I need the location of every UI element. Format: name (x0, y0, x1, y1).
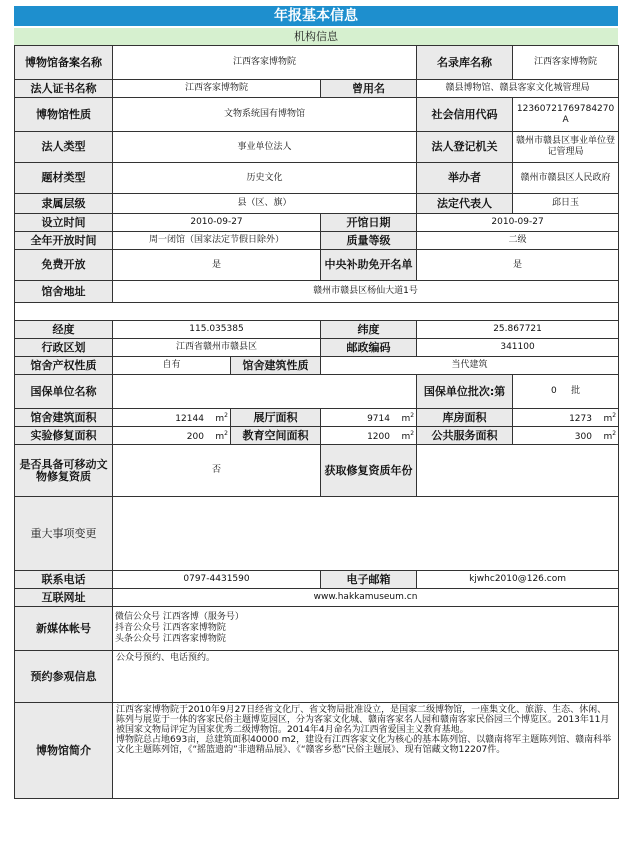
label-website: 互联网址 (15, 589, 113, 607)
label-affiliation-level: 隶属层级 (15, 194, 113, 214)
label-legal-registry: 法人登记机关 (417, 132, 513, 163)
area-unit: m (215, 414, 225, 424)
value-theme-type: 历史文化 (113, 163, 417, 194)
table-row (15, 409, 619, 427)
label-property-nature: 馆舍产权性质 (15, 357, 113, 375)
value-exhibit-area (321, 409, 417, 427)
value-storage-area (513, 409, 619, 427)
batch-unit: 批 (571, 386, 581, 396)
table-row (15, 214, 619, 232)
label-theme-type: 题材类型 (15, 163, 113, 194)
table-row (15, 445, 619, 497)
value-former-name: 赣县博物馆、赣县客家文化城管理局 (417, 80, 619, 98)
value-intro (113, 703, 619, 799)
page-title: 年报基本信息 (14, 6, 618, 26)
table-row (15, 357, 619, 375)
label-intro: 博物馆简介 (15, 703, 113, 799)
label-restore-year: 获取修复资质年份 (321, 445, 417, 497)
area-unit-sup: 2 (410, 412, 415, 419)
value-public-area (513, 427, 619, 445)
value-national-unit-name (113, 375, 417, 409)
table-row (15, 703, 619, 799)
value-national-unit-batch (513, 375, 619, 409)
value-latitude: 25.867721 (417, 321, 619, 339)
value-opening-date: 2010-09-27 (417, 214, 619, 232)
label-exhibit-area: 展厅面积 (231, 409, 321, 427)
label-legal-rep: 法定代表人 (417, 194, 513, 214)
label-restore-qual: 是否具备可移动文物修复资质 (15, 445, 113, 497)
exhibit-area-number: 9714 (367, 414, 390, 424)
label-address: 馆舍地址 (15, 281, 113, 303)
table-row (15, 98, 619, 132)
value-quality-grade: 二级 (417, 232, 619, 250)
media-account-wechat: 微信公众号 江西客博（服务号） (115, 612, 244, 622)
value-building-nature: 当代建筑 (321, 357, 619, 375)
table-row (15, 651, 619, 703)
label-admin-division: 行政区划 (15, 339, 113, 357)
value-admin-division: 江西省赣州市赣县区 (113, 339, 321, 357)
value-credit-code: 12360721769784270A (513, 98, 619, 132)
table-row (15, 375, 619, 409)
batch-number: 0 (551, 386, 557, 396)
label-national-unit-name: 国保单位名称 (15, 375, 113, 409)
table-row (15, 194, 619, 214)
table-row (15, 250, 619, 281)
value-major-changes (113, 497, 619, 571)
label-legal-cert-name: 法人证书名称 (15, 80, 113, 98)
value-museum-nature: 文物系统国有博物馆 (113, 98, 417, 132)
label-directory-name: 名录库名称 (417, 46, 513, 80)
label-edu-area: 教育空间面积 (231, 427, 321, 445)
area-unit-sup: 2 (612, 430, 617, 437)
label-open-time: 全年开放时间 (15, 232, 113, 250)
value-legal-cert-name: 江西客家博物院 (113, 80, 321, 98)
value-property-nature: 自有 (113, 357, 231, 375)
label-building-nature: 馆舍建筑性质 (231, 357, 321, 375)
label-storage-area: 库房面积 (417, 409, 513, 427)
table-row (15, 46, 619, 80)
value-organizer: 赣州市赣县区人民政府 (513, 163, 619, 194)
value-new-media (113, 607, 619, 651)
label-free-open: 免费开放 (15, 250, 113, 281)
label-former-name: 曾用名 (321, 80, 417, 98)
media-account-toutiao: 头条公众号 江西客家博物院 (115, 634, 226, 644)
value-directory-name: 江西客家博物院 (513, 46, 619, 80)
value-edu-area (321, 427, 417, 445)
table-row (15, 589, 619, 607)
area-unit: m (401, 414, 411, 424)
label-museum-filing-name: 博物馆备案名称 (15, 46, 113, 80)
table-row (15, 497, 619, 571)
label-postal-code: 邮政编码 (321, 339, 417, 357)
value-website[interactable]: www.hakkamuseum.cn (113, 589, 619, 607)
label-latitude: 纬度 (321, 321, 417, 339)
area-unit-sup: 2 (224, 430, 228, 437)
area-unit: m (401, 432, 411, 442)
building-area-number: 12144 (175, 414, 204, 424)
value-email: kjwhc2010@126.com (417, 571, 619, 589)
label-new-media: 新媒体帐号 (15, 607, 113, 651)
lab-area-number: 200 (186, 432, 204, 442)
table-row (15, 163, 619, 194)
label-legal-type: 法人类型 (15, 132, 113, 163)
area-unit: m (603, 414, 613, 424)
label-central-subsidy: 中央补助免开名单 (321, 250, 417, 281)
value-open-time: 周一闭馆（国家法定节假日除外） (113, 232, 321, 250)
area-unit: m (215, 432, 225, 442)
value-restore-qual: 否 (113, 445, 321, 497)
label-reservation: 预约参观信息 (15, 651, 113, 703)
label-lab-area: 实验修复面积 (15, 427, 113, 445)
table-row (15, 281, 619, 303)
label-organizer: 举办者 (417, 163, 513, 194)
intro-paragraph-2: 博物院总占地693亩，总建筑面积40000 m2，建设有江西客家文化为核心的基本陈列馆、以赣南将军主题陈列馆、赣南科举文化主题陈列馆，《“摇篮遗韵”非遗精品展》、《“赣客乡愁”民俗主题展》、现有馆藏文物12207件。 (116, 735, 612, 755)
table-row (15, 339, 619, 357)
label-established: 设立时间 (15, 214, 113, 232)
table-row (15, 80, 619, 98)
area-unit: m (603, 432, 613, 442)
value-central-subsidy: 是 (417, 250, 619, 281)
value-legal-registry: 赣州市赣县区事业单位登记管理局 (513, 132, 619, 163)
value-address: 赣州市赣县区杨仙大道1号 (113, 281, 619, 303)
value-postal-code: 341100 (417, 339, 619, 357)
value-reservation: 公众号预约、电话预约。 (113, 651, 619, 703)
value-established: 2010-09-27 (113, 214, 321, 232)
area-unit-sup: 2 (410, 430, 415, 437)
label-longitude: 经度 (15, 321, 113, 339)
label-quality-grade: 质量等级 (321, 232, 417, 250)
blank-row (15, 303, 619, 321)
value-free-open: 是 (113, 250, 321, 281)
table-row-spacer (15, 303, 619, 321)
table-row (15, 571, 619, 589)
label-opening-date: 开馆日期 (321, 214, 417, 232)
intro-paragraph-1: 江西客家博物院于2010年9月27日经省文化厅、省文物局批准设立，是国家二级博物馆，一座集文化、旅游、生态、休闲、陈列与展览于一体的客家民俗主题博览园区，分为客家文化城、赣南客家名人园和赣南客家民俗园三个博览区。2013年11月被国家文物局评定为国家优秀二级博物馆。2014年4月命名为江西省爱国主义教育基地。 (116, 705, 610, 735)
value-museum-filing-name: 江西客家博物院 (113, 46, 417, 80)
media-account-douyin: 抖音公众号 江西客家博物院 (115, 623, 226, 633)
major-changes-link[interactable]: 重大事项变更 (15, 497, 113, 571)
info-table (14, 45, 619, 799)
table-row (15, 607, 619, 651)
value-legal-type: 事业单位法人 (113, 132, 417, 163)
value-longitude: 115.035385 (113, 321, 321, 339)
label-email: 电子邮箱 (321, 571, 417, 589)
area-unit-sup: 2 (612, 412, 617, 419)
public-area-number: 300 (574, 432, 592, 442)
table-row (15, 232, 619, 250)
label-building-area: 馆舍建筑面积 (15, 409, 113, 427)
area-unit-sup: 2 (224, 412, 228, 419)
value-lab-area (113, 427, 231, 445)
value-affiliation-level: 县（区、旗） (113, 194, 417, 214)
label-national-unit-batch: 国保单位批次:第 (417, 375, 513, 409)
storage-area-number: 1273 (569, 414, 592, 424)
table-row (15, 132, 619, 163)
value-restore-year (417, 445, 619, 497)
label-public-area: 公共服务面积 (417, 427, 513, 445)
label-credit-code: 社会信用代码 (417, 98, 513, 132)
label-phone: 联系电话 (15, 571, 113, 589)
value-building-area (113, 409, 231, 427)
label-museum-nature: 博物馆性质 (15, 98, 113, 132)
edu-area-number: 1200 (367, 432, 390, 442)
value-legal-rep: 邱日玉 (513, 194, 619, 214)
table-row (15, 427, 619, 445)
section-subtitle: 机构信息 (14, 28, 618, 45)
value-phone: 0797-4431590 (113, 571, 321, 589)
table-row (15, 321, 619, 339)
